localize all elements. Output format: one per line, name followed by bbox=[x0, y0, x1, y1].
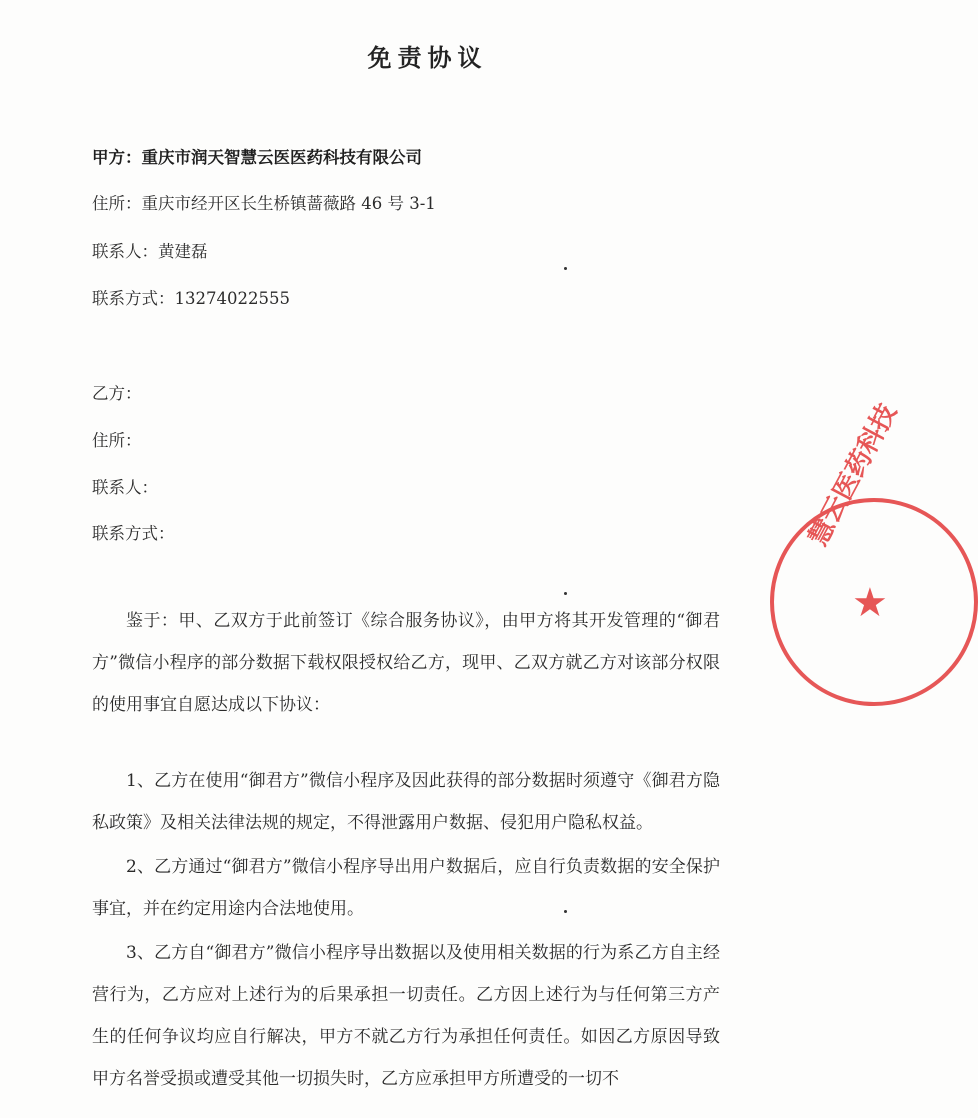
party-a-address: 住所：重庆市经开区长生桥镇蔷薇路 46 号 3-1 bbox=[92, 194, 436, 213]
party-b-name: 乙方： bbox=[92, 384, 142, 403]
seal-star-icon: ★ bbox=[852, 580, 888, 626]
speck bbox=[564, 910, 567, 913]
speck bbox=[564, 267, 567, 270]
party-b-contact: 联系人： bbox=[92, 478, 158, 497]
party-a-contact: 联系人：黄建磊 bbox=[92, 242, 208, 261]
preamble-paragraph: 鉴于：甲、乙双方于此前签订《综合服务协议》，由甲方将其开发管理的“御君方”微信小程序的部分数据下载权限授权给乙方，现甲、乙双方就乙方对该部分权限的使用事宜自愿达成以下协议： bbox=[92, 611, 720, 715]
seal-text: 慧云医药科技 bbox=[803, 399, 904, 551]
clause-3: 3、乙方自“御君方”微信小程序导出数据以及使用相关数据的行为系乙方自主经营行为，乙方应对上述行为的后果承担一切责任。乙方因上述行为与任何第三方产生的任何争议均应自行解决，甲方不就乙方行为承担任何责任。如因乙方原因导致甲方名誉受损或遭受其他一切损失时，乙方应承担甲方所遭受的一切不 bbox=[92, 943, 720, 1089]
party-a-phone: 联系方式：13274022555 bbox=[92, 289, 290, 308]
party-a-name: 甲方：重庆市润天智慧云医医药科技有限公司 bbox=[92, 148, 422, 167]
party-b-phone: 联系方式： bbox=[92, 524, 175, 543]
speck bbox=[564, 592, 567, 595]
party-b-address: 住所： bbox=[92, 431, 142, 450]
clause-1: 1、乙方在使用“御君方”微信小程序及因此获得的部分数据时须遵守《御君方隐私政策》及相关法律法规的规定，不得泄露用户数据、侵犯用户隐私权益。 bbox=[92, 771, 720, 833]
clause-2: 2、乙方通过“御君方”微信小程序导出用户数据后，应自行负责数据的安全保护事宜，并在约定用途内合法地使用。 bbox=[92, 857, 720, 919]
company-seal bbox=[770, 399, 978, 706]
document-title: 免责协议 bbox=[367, 43, 488, 72]
